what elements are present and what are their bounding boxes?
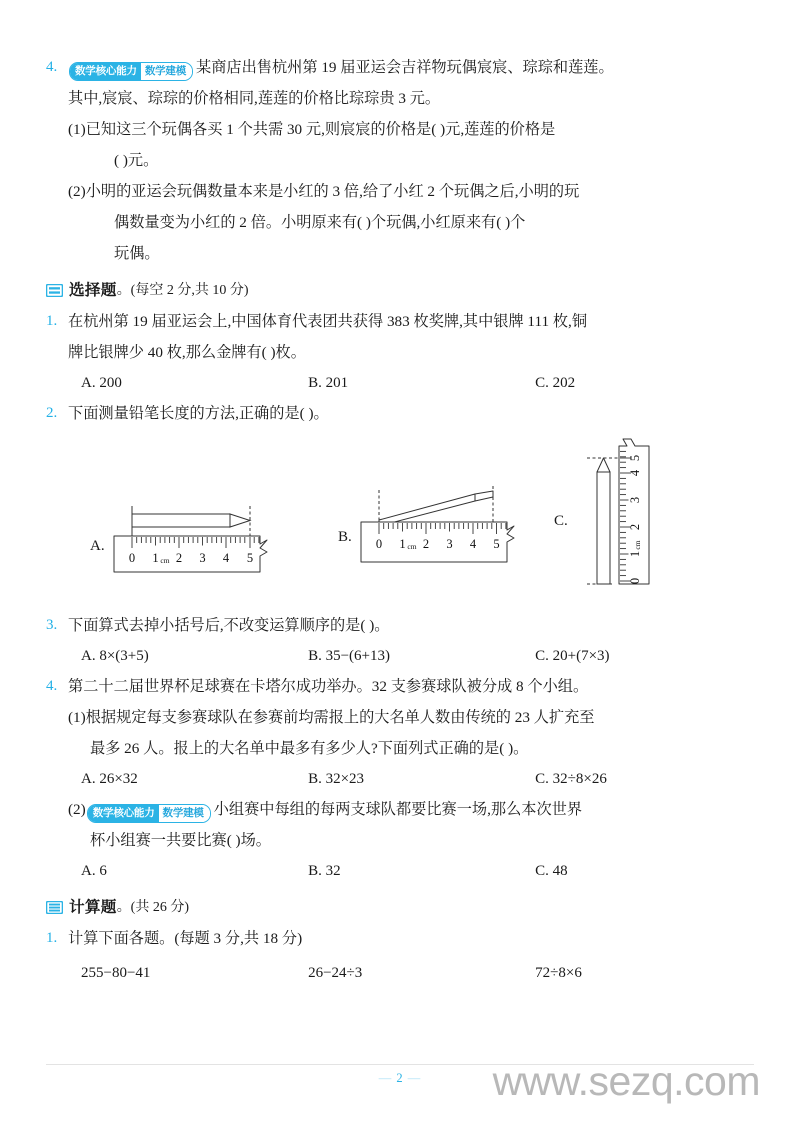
svg-text:1: 1 xyxy=(151,551,159,565)
sub-question-marker: (2) xyxy=(68,801,86,818)
svg-text:3: 3 xyxy=(627,496,642,504)
svg-text:2: 2 xyxy=(422,537,429,551)
question-4-stem-text: 某商店出售杭州第 19 届亚运会吉祥物玩偶宸宸、琮琮和莲莲。 xyxy=(196,59,614,76)
dash-left: — xyxy=(378,1071,393,1085)
calc-item-1[interactable]: 255−80−41 xyxy=(81,965,151,981)
question-4-block xyxy=(46,52,754,269)
question-number: 3. xyxy=(46,617,58,633)
three-line-icon xyxy=(46,901,63,914)
section-score: 。(每空 2 分,共 10 分) xyxy=(116,283,249,298)
option-a[interactable]: A. 8×(3+5) xyxy=(81,648,149,664)
svg-text:0: 0 xyxy=(627,577,642,585)
svg-text:5: 5 xyxy=(493,537,500,551)
choice-question-4 xyxy=(46,671,754,764)
ruler-pencil-horizontal-tilted xyxy=(357,482,542,592)
question-number: 4. xyxy=(46,678,58,694)
svg-text:2: 2 xyxy=(627,523,642,531)
pencil-ruler-figures xyxy=(46,435,754,610)
svg-text:4: 4 xyxy=(469,537,476,551)
option-a[interactable]: A. 26×32 xyxy=(81,771,138,787)
question-number: 2. xyxy=(46,405,58,421)
svg-text:0: 0 xyxy=(375,537,382,551)
choice-q4-sub2-line1 xyxy=(68,794,754,825)
option-b[interactable]: B. 32 xyxy=(308,863,341,879)
watermark: www.sezq.com xyxy=(492,1058,760,1104)
question-4-stem-line2: 其中,宸宸、琮琮的价格相同,莲莲的价格比琮琮贵 3 元。 xyxy=(68,90,441,107)
question-4-sub1-line1: (1)已知这三个玩偶各买 1 个共需 30 元,则宸宸的价格是( )元,莲莲的价格是 xyxy=(68,121,556,138)
figure-label-a: A. xyxy=(90,537,105,554)
choice-q3-line1: 下面算式去掉小括号后,不改变运算顺序的是( )。 xyxy=(68,617,390,634)
choice-q4-line1: 第二十二届世界杯足球赛在卡塔尔成功举办。32 支参赛球队被分成 8 个小组。 xyxy=(68,678,589,695)
choice-question-1 xyxy=(46,306,754,368)
svg-text:3: 3 xyxy=(198,551,206,565)
badge-core-competency: 数学核心能力 xyxy=(88,805,159,822)
svg-text:1: 1 xyxy=(399,537,406,551)
choice-q1-options xyxy=(46,368,754,398)
choice-q4-sub1-line2: 最多 26 人。报上的大名单中最多有多少人?下面列式正确的是( )。 xyxy=(90,740,529,757)
question-4-sub2-line3: 玩偶。 xyxy=(114,245,160,262)
question-4-stem-line1 xyxy=(68,52,754,83)
calc-item-3[interactable]: 72÷8×6 xyxy=(535,965,582,981)
calc-question-1 xyxy=(46,923,754,954)
choice-q4-sub2-line2: 杯小组赛一共要比赛( )场。 xyxy=(90,832,271,849)
section-title: 选择题 xyxy=(69,282,117,299)
choice-q4-sub2-text: 小组赛中每组的每两支球队都要比赛一场,那么本次世界 xyxy=(213,801,583,818)
question-4-sub2-line1: (2)小明的亚运会玩偶数量本来是小红的 3 倍,给了小红 2 个玩偶之后,小明的玩 xyxy=(68,183,580,200)
option-c[interactable]: C. 202 xyxy=(535,375,576,391)
section-header-multiple-choice xyxy=(46,275,754,306)
svg-text:4: 4 xyxy=(627,469,642,477)
question-4-sub2-line2: 偶数量变为小红的 2 倍。小明原来有( )个玩偶,小红原来有( )个 xyxy=(114,214,526,231)
choice-question-3 xyxy=(46,610,754,641)
option-c[interactable]: C. 32÷8×26 xyxy=(535,771,607,787)
choice-q4-sub2 xyxy=(46,794,754,856)
svg-text:cm: cm xyxy=(407,542,417,551)
svg-text:5: 5 xyxy=(627,454,642,462)
option-b[interactable]: B. 35−(6+13) xyxy=(308,648,390,664)
svg-text:4: 4 xyxy=(222,551,229,565)
option-c[interactable]: C. 48 xyxy=(535,863,568,879)
option-b[interactable]: B. 201 xyxy=(308,375,349,391)
page-footer xyxy=(0,1058,800,1104)
svg-text:1: 1 xyxy=(627,550,642,558)
svg-text:3: 3 xyxy=(446,537,453,551)
figure-label-c: C. xyxy=(554,513,568,529)
figure-option-b[interactable] xyxy=(338,482,542,592)
question-number: 1. xyxy=(46,313,58,329)
choice-q3-options xyxy=(46,641,754,671)
svg-text:2: 2 xyxy=(175,551,182,565)
option-b[interactable]: B. 32×23 xyxy=(308,771,365,787)
choice-q4-sub1-line1: (1)根据规定每支参赛球队在参赛前均需报上的大名单人数由传统的 23 人扩充至 xyxy=(68,709,595,726)
svg-text:cm: cm xyxy=(160,556,170,565)
question-4-sub1-line2: ( )元。 xyxy=(114,152,159,169)
ruler-pencil-horizontal-aligned xyxy=(110,500,300,592)
choice-q1-line1: 在杭州第 19 届亚运会上,中国体育代表团共获得 383 枚奖牌,其中银牌 111 枚,铜 xyxy=(68,313,588,330)
badge-core-competency: 数学核心能力 xyxy=(70,63,141,80)
badge-math-modeling: 数学建模 xyxy=(141,63,192,80)
page-number-value: 2 xyxy=(396,1071,404,1085)
section-header-calculation xyxy=(46,892,754,923)
choice-q2-line1: 下面测量铅笔长度的方法,正确的是( )。 xyxy=(68,405,329,422)
choice-q4-sub2-options xyxy=(46,856,754,886)
option-a[interactable]: A. 6 xyxy=(81,863,107,879)
question-number: 1. xyxy=(46,930,58,946)
ruler-pencil-vertical xyxy=(573,424,669,592)
option-c[interactable]: C. 20+(7×3) xyxy=(535,648,610,664)
question-number: 4. xyxy=(46,59,58,75)
badge-math-modeling: 数学建模 xyxy=(159,805,210,822)
calc-item-2[interactable]: 26−24÷3 xyxy=(308,965,363,981)
choice-q4-sub1-options xyxy=(46,764,754,794)
figure-option-c[interactable] xyxy=(554,424,669,592)
capability-badge-group xyxy=(69,62,193,81)
two-line-icon xyxy=(46,284,63,297)
option-a[interactable]: A. 200 xyxy=(81,375,122,391)
capability-badge-group xyxy=(87,804,211,823)
figure-option-a[interactable] xyxy=(90,500,300,592)
calc-q1-items xyxy=(46,958,754,988)
svg-text:cm: cm xyxy=(632,540,642,550)
calc-q1-line1: 计算下面各题。(每题 3 分,共 18 分) xyxy=(68,930,303,947)
svg-text:5: 5 xyxy=(246,551,253,565)
svg-text:0: 0 xyxy=(128,551,135,565)
choice-q1-line2: 牌比银牌少 40 枚,那么金牌有( )枚。 xyxy=(68,344,306,361)
section-score: 。(共 26 分) xyxy=(116,900,190,915)
dash-right: — xyxy=(407,1071,422,1085)
figure-label-b: B. xyxy=(338,528,352,545)
section-title: 计算题 xyxy=(69,899,117,916)
